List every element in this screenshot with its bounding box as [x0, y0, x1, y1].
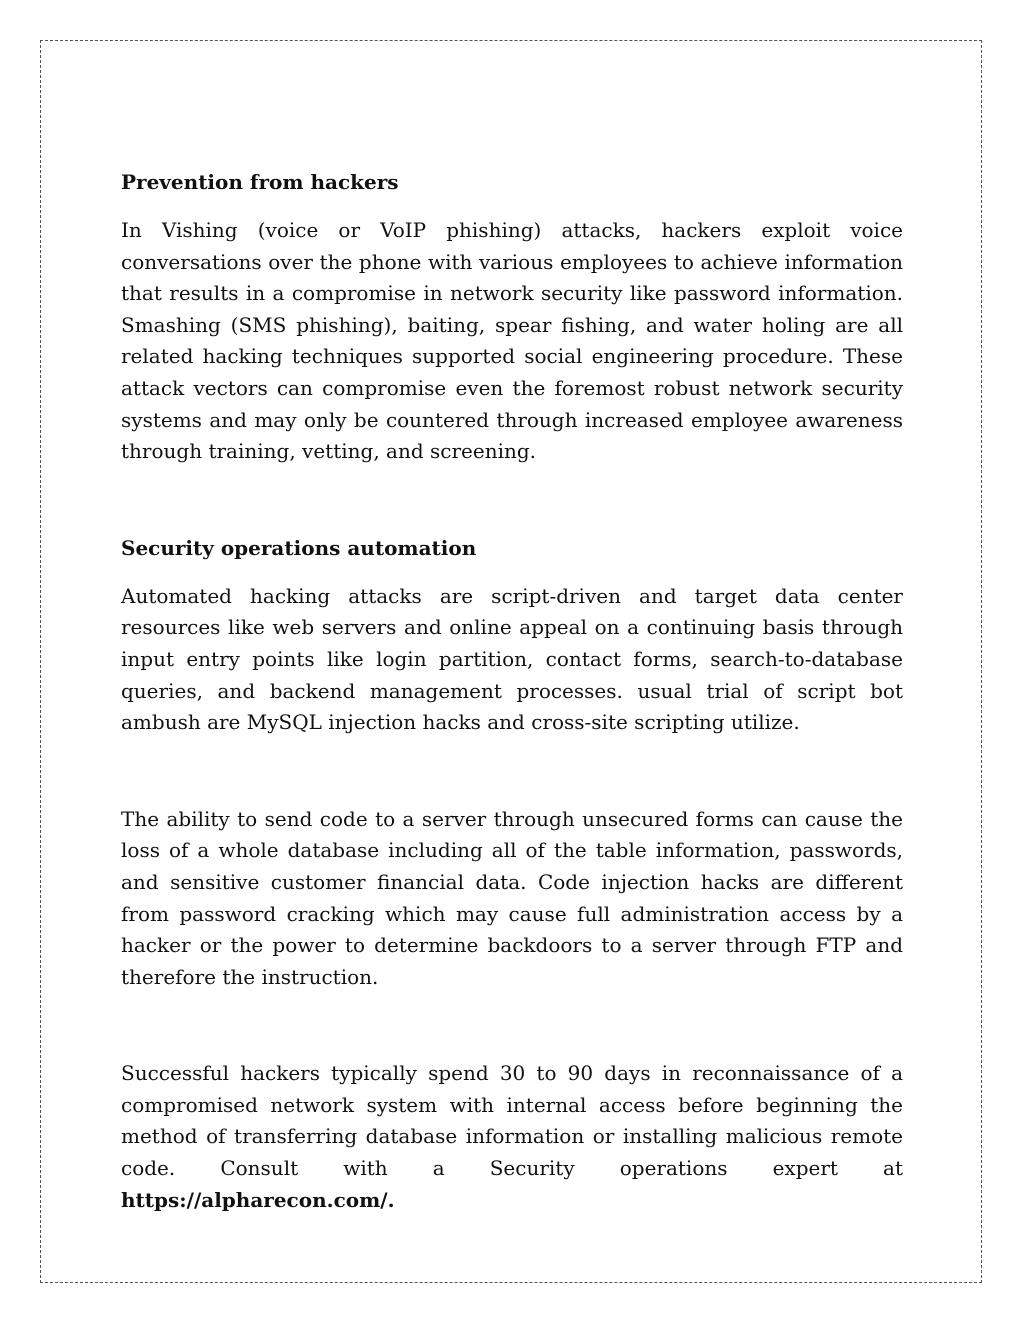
section-heading-prevention: Prevention from hackers: [121, 170, 399, 194]
spacer: [121, 993, 903, 1058]
spacer: [121, 739, 903, 804]
document-body: [121, 167, 903, 1216]
paragraph-automated-attacks: Automated hacking attacks are script-driven and target data center resources like web servers and online appeal on a continuing basis through input entry points like login partition, contact forms, search-to-database queries, and backend management processes. usual trial of script bot ambush are MySQL injection hacks and cross-site scripting utilize.: [121, 583, 903, 735]
paragraph-reconnaissance-text: Successful hackers typically spend 30 to 90 days in reconnaissance of a compromised network system with internal access before beginning the method of transferring database information or installing malicious remote code. Consult with a Security operations expert at: [121, 1061, 903, 1181]
alpharecon-link[interactable]: https://alpharecon.com/.: [121, 1187, 395, 1212]
paragraph-code-injection: The ability to send code to a server through unsecured forms can cause the loss of a whole database including all of the table information, passwords, and sensitive customer financial data. Code injection hacks are different from password cracking which may cause full administration access by a hacker or the power to determine backdoors to a server through FTP and therefore the instruction.: [121, 806, 903, 989]
spacer: [121, 468, 903, 533]
section-heading-automation: Security operations automation: [121, 535, 477, 560]
paragraph-reconnaissance: [121, 1058, 903, 1216]
paragraph-vishing: In Vishing (voice or VoIP phishing) attacks, hackers exploit voice conversations over the phone with various employees to achieve information that results in a compromise in network security like password information. Smashing (SMS phishing), baiting, spear fishing, and water holing are all related hacking techniques supported social engineering procedure. These attack vectors can compromise even the foremost robust network security systems and may only be countered through increased employee awareness through training, vetting, and screening.: [121, 218, 903, 464]
